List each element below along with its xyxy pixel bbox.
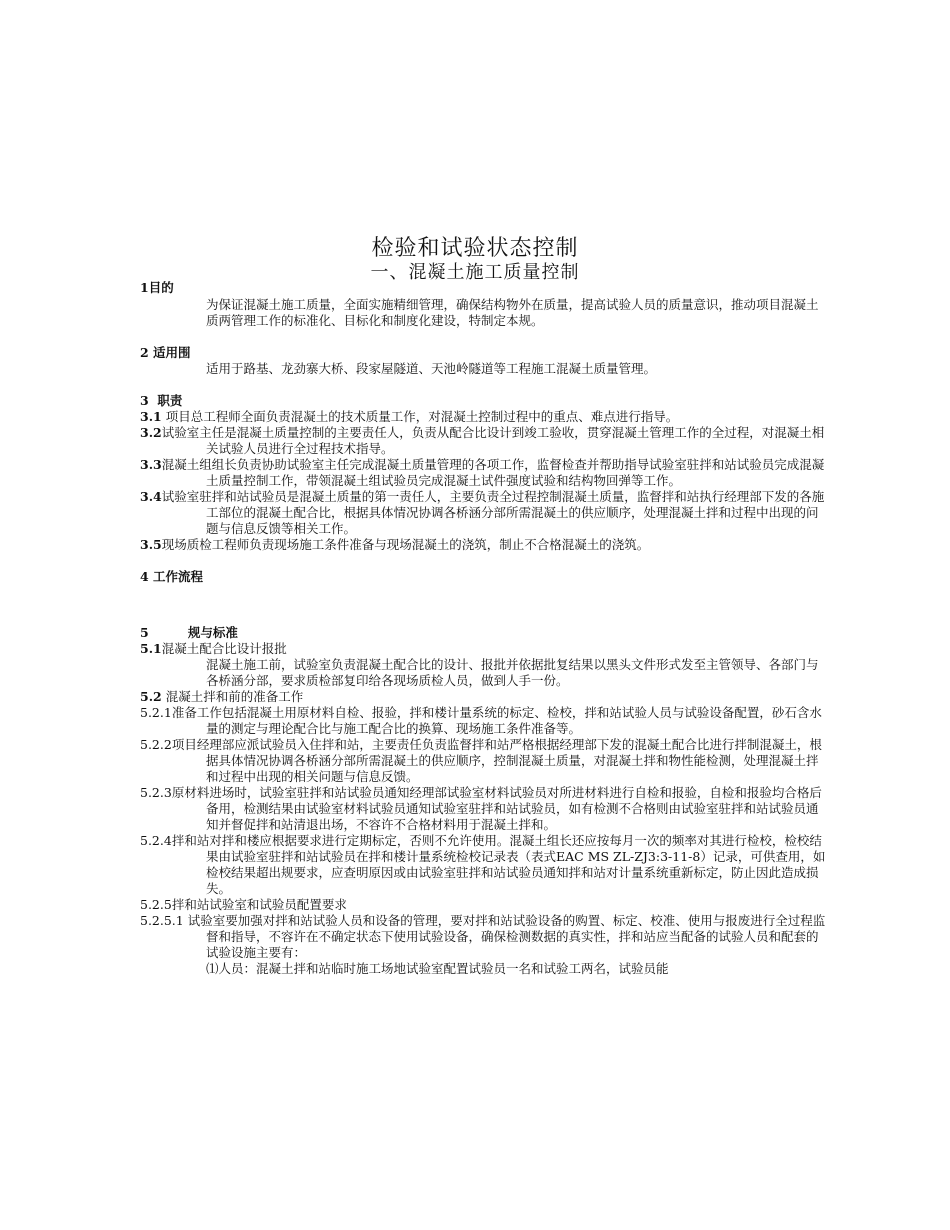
document-title: 检验和试验状态控制 — [371, 236, 579, 261]
section-5-2-item — [140, 897, 830, 913]
section-5-2-5-1-sub-item: ⑴人员：混凝土拌和站临时施工场地试验室配置试验员一名和试验工两名，试验员能 — [206, 961, 669, 976]
section-1-text: 为保证混凝土施工质量，全面实施精细管理，确保结构物外在质量，提高试验人员的质量意识，推动项目混凝土质两管理工作的标准化、目标化和制度化建设，特制定本规。 — [206, 297, 819, 328]
item-number: 3.4 — [140, 489, 162, 504]
section-2-heading: 2 适用围 — [140, 345, 191, 360]
item-number: 5.1 — [140, 641, 162, 656]
section-1-heading: 1目的 — [140, 280, 174, 295]
section-3-item — [140, 457, 830, 489]
item-text: 项目总工程师全面负责混凝土的技术质量工作，对混凝土控制过程中的重点、难点进行指导。 — [161, 409, 679, 424]
item-number: 5.2.5 — [140, 897, 172, 912]
item-number: 3.1 — [140, 409, 162, 424]
item-number: 5.2.1 — [140, 705, 172, 720]
item-number: 5.2.3 — [140, 785, 172, 800]
section-3-heading: 3 职责 — [140, 393, 183, 408]
section-5-heading: 5 规与标准 — [140, 625, 238, 640]
item-text: 混凝土组组长负责协助试验室主任完成混凝土质量管理的各项工作，监督检查并帮助指导试验室驻拌和站试验员完成混凝土质量控制工作，带领混凝土组试验员完成混凝土试件强度试验和结构物回弹等工作。 — [161, 457, 825, 488]
item-text: 原材料进场时，试验室驻拌和站试验员通知经理部试验室材料试验员对所进材料进行自检和报验，自检和报验均合格后备用，检测结果由试验室材料试验员通知试验室驻拌和站试验员，如有检测不合格则由试验室驻拌和站试验员通知并督促拌和站清退出场，不容许不合格材料用于混凝土拌和。 — [171, 785, 822, 832]
item-text: 混凝土配合比设计报批 — [161, 641, 287, 656]
section-5-1-text: 混凝土施工前，试验室负责混凝土配合比的设计、报批并依据批复结果以黑头文件形式发至主管领导、各部门与各桥涵分部，要求质检部复印给各现场质检人员，做到人手一份。 — [206, 657, 819, 688]
item-number: 3.2 — [140, 425, 162, 440]
item-number: 5.2 — [140, 689, 162, 704]
section-2-text: 适用于路基、龙劲寨大桥、段家屋隧道、天池岭隧道等工程施工混凝土质量管理。 — [206, 361, 657, 376]
item-text: 混凝土拌和前的准备工作 — [161, 689, 304, 704]
item-number: 3.3 — [140, 457, 162, 472]
section-5-2-item — [140, 913, 830, 961]
item-number: 3.5 — [140, 537, 162, 552]
section-5-2-item — [140, 785, 830, 833]
document-body — [140, 280, 830, 977]
section-4-heading: 4 工作流程 — [140, 569, 204, 584]
section-5-1-heading — [140, 641, 830, 657]
item-text: 试验室要加强对拌和站试验人员和设备的管理，要对拌和站试验设备的购置、标定、校准、使用与报废进行全过程监督和指导，不容许在不确定状态下使用试验设备，确保检测数据的真实性，拌和站应当配备的试验人员和配套的试验设施主要有： — [183, 913, 826, 960]
section-5-2-item — [140, 737, 830, 785]
item-text: 拌和站对拌和楼应根据要求进行定期标定，否则不允许使用。混凝土组长还应按每月一次的频率对其进行检校，检校结果由试验室驻拌和站试验员在拌和楼计量系统检校记录表（表式EAC MS ZL-ZJ3:3-11-8）记录，可供查用，如检校结果超出规要求，应查明原因或由试验室驻拌和站试验员通知拌和站对计量系统重新标定，防止因此造成损失。 — [171, 833, 826, 896]
section-5-2-item — [140, 705, 830, 737]
section-3-item — [140, 537, 830, 553]
section-5-2-item — [140, 833, 830, 897]
item-text: 项目经理部应派试验员入住拌和站，主要责任负责监督拌和站严格根据经理部下发的混凝土配合比进行拌制混凝土，根据具体情况协调各桥涵分部所需混凝土的供应顺序，控制混凝土质量，对混凝土拌和物性能检测，处理混凝土拌和过程中出现的相关问题与信息反馈。 — [171, 737, 822, 784]
item-text: 现场质检工程师负责现场施工条件准备与现场混凝土的浇筑，制止不合格混凝土的浇筑。 — [161, 537, 650, 552]
document-subtitle: 一、混凝土施工质量控制 — [370, 262, 580, 283]
section-3-item — [140, 489, 830, 537]
item-number: 5.2.2 — [140, 737, 172, 752]
item-text: 准备工作包括混凝土用原材料自检、报验，拌和楼计量系统的标定、检校，拌和站试验人员与试验设备配置，砂石含水量的测定与理论配合比与施工配合比的换算、现场施工条件准备等。 — [171, 705, 822, 736]
item-text: 拌和站试验室和试验员配置要求 — [171, 897, 347, 912]
section-3-item — [140, 409, 830, 425]
section-3-item — [140, 425, 830, 457]
section-5-2-heading — [140, 689, 830, 705]
item-number: 5.2.4 — [140, 833, 172, 848]
item-text: 试验室驻拌和站试验员是混凝土质量的第一责任人，主要负责全过程控制混凝土质量，监督拌和站执行经理部下发的各施工部位的混凝土配合比，根据具体情况协调各桥涵分部所需混凝土的供应顺序，处理混凝土拌和过程中出现的问题与信息反馈等相关工作。 — [161, 489, 825, 536]
item-text: 试验室主任是混凝土质量控制的主要责任人，负责从配合比设计到竣工验收，贯穿混凝土管理工作的全过程，对混凝土相关试验人员进行全过程技术指导。 — [161, 425, 825, 456]
item-number: 5.2.5.1 — [140, 913, 184, 928]
